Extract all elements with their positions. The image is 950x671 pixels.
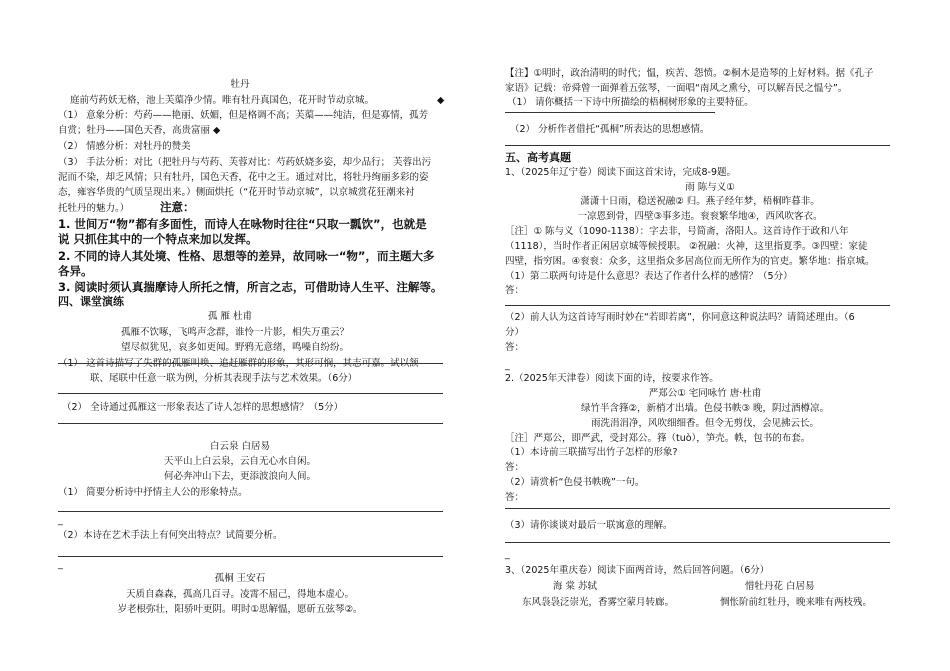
question-bamboo-2: （2）请赏析“色侵书帙晚”一句。 bbox=[505, 477, 645, 488]
poem-cloudspring-line1: 天平山上白云泉，云自无心水自闲。 bbox=[163, 456, 316, 467]
answer-line bbox=[58, 511, 443, 512]
poem-goose-title: 孤 雁 杜甫 bbox=[207, 311, 253, 322]
question-lonetung-1: （1） 请你概括一下诗中所描绘的梧桐树形象的主要特征。 bbox=[507, 97, 754, 108]
analysis-imagery: （1） 意象分析：芍药——艳丽、妖媚，但是格调不高；芙蕖——纯洁，但是寡情，孤芳 bbox=[58, 110, 429, 121]
answer-label: 答： bbox=[505, 462, 525, 473]
answer-line bbox=[505, 305, 890, 306]
poem-cloudspring-title: 白云泉 白居易 bbox=[209, 441, 271, 452]
poem-peony-title: 牡丹 bbox=[230, 79, 250, 90]
poem-bamboo-line2: 雨洗涓涓净，风吹细细香。但令无剪伐，会见拂云长。 bbox=[590, 418, 819, 429]
poem-begonia-title: 海 棠 苏轼 bbox=[553, 581, 598, 592]
answer-label: 答： bbox=[505, 492, 525, 503]
question-lonetung-2: （2） 分析作者借托“孤桐”所表达的思想感情。 bbox=[510, 124, 710, 135]
poem-peony2-title: 惜牡丹花 白居易 bbox=[745, 581, 815, 592]
answer-line bbox=[58, 423, 443, 424]
poem-lonetung-notes-cont: 家语》记载：帝舜曾一面弹着五弦琴，一面唱“南风之熏兮，可以解吾民之愠兮”。 bbox=[505, 83, 848, 94]
question-cloudspring-1: （1） 简要分析诗中抒情主人公的形象特点。 bbox=[58, 487, 248, 498]
poem-rain-title: 雨 陈与义① bbox=[685, 182, 735, 193]
dash-mark: _ bbox=[505, 360, 510, 371]
poem-goose-line2: 望尽似犹见，哀多如更闻。野鸦无意绪，鸣噪自纷纷。 bbox=[120, 342, 349, 353]
question-cloudspring-2: （2）本诗在艺术手法上有何突出特点？试简要分析。 bbox=[58, 530, 283, 541]
dash-mark: _ bbox=[58, 559, 63, 570]
poem-lonetung-line2: 岁老根弥壮，阳骄叶更阴。明时①思解愠，愿斫五弦琴②。 bbox=[117, 604, 363, 615]
poem-rain-line1: 潇潇十日雨，稳送祝融② 归。燕子经年梦，梧桐昨暮非。 bbox=[580, 196, 820, 207]
poem-rain-note2: （1118），当时作者正闲居京城等候授职。 ②祝融：火神，这里指夏季。③四壁：家徒 bbox=[505, 241, 868, 252]
poem-rain-note1: ［注］① 陈与义（1090-1138）：字去非，号简斋，洛阳人。这首诗作于政和八年 bbox=[505, 226, 849, 237]
answer-line bbox=[505, 542, 890, 543]
poem-bamboo-title: 严郑公① 宅同咏竹 唐·杜甫 bbox=[648, 388, 762, 399]
analysis-emotion: （2） 情感分析：对牡丹的赞美 bbox=[58, 141, 191, 152]
poem-rain-note3: 四壁，指穷困。④衮衮：众多，这里指众多居高位而无所作为的官吏。繁华地：指京城。 bbox=[505, 256, 875, 267]
dash-mark: _ bbox=[505, 549, 510, 560]
question-rain-2: （2）前人认为这首诗写雨时妙在“若即若离”，你同意这种说法吗？请简述理由。（6 bbox=[505, 312, 855, 323]
section-4-heading: 四、课堂演练 bbox=[58, 295, 124, 308]
analysis-technique-3: 态，雍容华贵的气质呈现出来。）侧面烘托（“花开时节动京城”，以京城赏花狂潮来衬 bbox=[58, 187, 415, 198]
exam-2-heading: 2.（2025年天津卷）阅读下面的诗，按要求作答。 bbox=[505, 373, 719, 384]
analysis-technique-4: 托牡丹的魅力。） bbox=[58, 203, 130, 214]
poem-rain-line2: 一凉恩到骨，四壁③事多违。衮衮繁华地④，西风吹客衣。 bbox=[577, 211, 823, 222]
analysis-technique: （3） 手法分析：对比（把牡丹与芍药、芙蓉对比：芍药妖娆多姿，却少品行； 芙蓉出污 bbox=[58, 157, 432, 168]
answer-line bbox=[58, 363, 443, 364]
poem-cloudspring-line2: 何必奔冲山下去，更添波浪向人间。 bbox=[163, 471, 316, 482]
question-goose-1-cont: 联、尾联中任意一联为例，分析其表现手法与艺术效果。（6分） bbox=[90, 373, 358, 384]
question-goose-2: （2） 全诗通过孤雁这一形象表达了诗人怎样的思想感情？（5分） bbox=[62, 402, 344, 413]
note-3: 3. 阅读时须认真揣摩诗人所托之情，所言之志，可借助诗人生平、注解等。 bbox=[58, 280, 443, 294]
question-rain-1: （1）第二联两句诗是什么意思？表达了作者什么样的感情？（5分） bbox=[505, 271, 793, 282]
note-1: 1. 世间万“物”都有多面性，而诗人在咏物时往往“只取一瓢饮”，也就是 bbox=[58, 217, 427, 231]
poem-bamboo-line1: 绿竹半含箨②，新梢才出墙。色侵书帙③ 晚，阴过酒樽凉。 bbox=[580, 403, 830, 414]
answer-line bbox=[58, 556, 443, 557]
dash-mark: _ bbox=[58, 515, 63, 526]
poem-peony-text: 庭前芍药妖无格，池上芙蕖净少情。唯有牡丹真国色，花开时节动京城。 bbox=[70, 95, 375, 106]
note-2: 2. 不同的诗人其处境、性格、思想等的差异，故同咏一“物”，而主题大多 bbox=[58, 249, 435, 263]
poem-begonia-line1: 东风袅袅泛崇光，香雾空蒙月转廊。 bbox=[522, 597, 675, 608]
question-goose-1: （1） 这首诗描写了失群的孤雁叫唤、追赶雁群的形象，其形可悯，其志可嘉。试以颔 bbox=[58, 358, 419, 369]
note-2-cont: 各异。 bbox=[58, 264, 93, 278]
note-1-cont: 说 只抓住其中的一个特点来加以发挥。 bbox=[58, 232, 258, 246]
answer-label: 答： bbox=[505, 342, 525, 353]
answer-label: 答： bbox=[505, 285, 525, 296]
note-label: 注意： bbox=[160, 200, 195, 214]
answer-line bbox=[505, 112, 715, 113]
answer-line bbox=[505, 145, 890, 146]
poem-lonetung-title: 孤桐 王安石 bbox=[214, 573, 266, 584]
poem-bamboo-note: ［注］严郑公，即严武，受封郑公。箨（tuò），笋壳。帙，包书的布套。 bbox=[505, 433, 811, 444]
analysis-technique-2: 泥而不染，却乏风情；只有牡丹，国色天香，花中之王。通过对比，将牡丹绚丽多彩的姿 bbox=[58, 172, 429, 183]
poem-lonetung-notes: 【注】①明时，政治清明的时代；愠，疾苦、怨愤。②桐木是造琴的上好材料。据《孔子 bbox=[505, 68, 874, 79]
poem-lonetung-line1: 天质自森森，孤高几百寻。凌霄不屈己，得地本虚心。 bbox=[125, 589, 354, 600]
question-bamboo-1: （1）本诗前三联描写出竹子怎样的形象? bbox=[505, 447, 678, 458]
marker-diamond: ◆ bbox=[437, 95, 445, 106]
analysis-imagery-cont: 自赏；牡丹——国色天香，高贵富丽 ◆ bbox=[58, 125, 221, 136]
question-bamboo-3: （3）请你谈谈对最后一联寓意的理解。 bbox=[505, 520, 673, 531]
exam-1-heading: 1、（2025年辽宁卷）阅读下面这首宋诗，完成8-9题。 bbox=[505, 167, 736, 178]
question-rain-2-cont: 分） bbox=[505, 327, 525, 338]
answer-line bbox=[58, 393, 443, 394]
poem-goose-line1: 孤雁不饮啄，飞鸣声念群，谁怜一片影，相失万重云？ bbox=[120, 327, 349, 338]
section-5-heading: 五、高考真题 bbox=[505, 151, 571, 164]
poem-peony2-line1: 惆怅阶前红牡丹，晚来唯有两枝残。 bbox=[720, 597, 873, 608]
exam-3-heading: 3、（2025年重庆卷）阅读下面两首诗，然后回答问题。（6分） bbox=[505, 565, 770, 576]
answer-line bbox=[505, 508, 890, 509]
